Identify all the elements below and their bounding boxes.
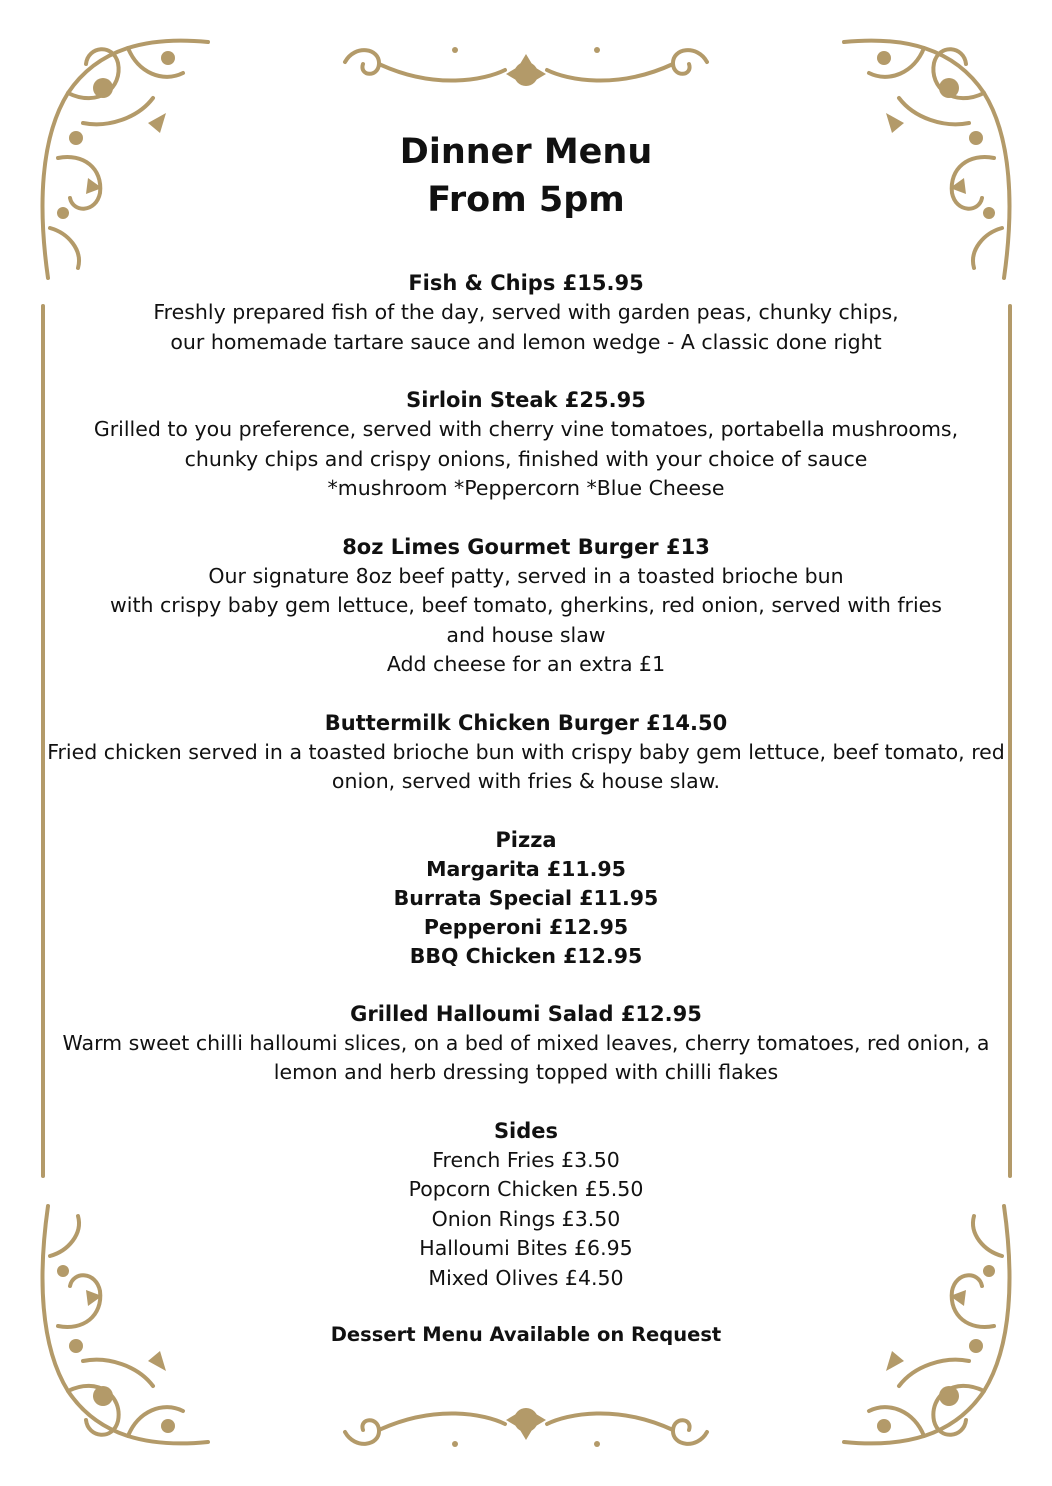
- dessert-note: Dessert Menu Available on Request: [330, 1323, 722, 1346]
- side-item: Onion Rings £3.50: [431, 1206, 621, 1231]
- top-flourish-ornament-icon: [335, 40, 717, 96]
- dish-description-line: *mushroom *Peppercorn *Blue Cheese: [327, 476, 725, 500]
- dish-description-line: Warm sweet chilli halloumi slices, on a bed of mixed leaves, cherry tomatoes, red onion, a: [62, 1030, 990, 1055]
- dish-description-line: lemon and herb dressing topped with chilli flakes: [273, 1060, 779, 1084]
- pizza-item: Burrata Special £11.95: [393, 885, 659, 910]
- dish-title: Sirloin Steak £25.95: [406, 388, 646, 412]
- menu-content: [0, 128, 1052, 1349]
- menu-title: Dinner Menu: [399, 132, 653, 172]
- dish-description-line: Fried chicken served in a toasted brioche bun with crispy baby gem lettuce, beef tomato, red: [47, 739, 1005, 764]
- dish-description-line: Our signature 8oz beef patty, served in a toasted brioche bun: [208, 563, 844, 588]
- dish-sirloin-steak: [0, 385, 1052, 504]
- dish-gourmet-burger: [0, 532, 1052, 680]
- bottom-flourish-ornament-icon: [335, 1398, 717, 1454]
- dish-title: 8oz Limes Gourmet Burger £13: [342, 534, 710, 559]
- side-item: Popcorn Chicken £5.50: [408, 1177, 644, 1201]
- side-item: French Fries £3.50: [432, 1147, 620, 1172]
- pizza-title: Pizza: [495, 827, 557, 852]
- dish-description-line: Add cheese for an extra £1: [386, 652, 666, 676]
- sides-title: Sides: [493, 1118, 559, 1143]
- pizza-section: [0, 825, 1052, 971]
- pizza-item: BBQ Chicken £12.95: [409, 943, 643, 968]
- dish-description-line: with crispy baby gem lettuce, beef tomato, gherkins, red onion, served with fries: [110, 593, 942, 617]
- side-item: Mixed Olives £4.50: [428, 1265, 624, 1290]
- menu-subtitle: From 5pm: [427, 180, 625, 220]
- side-item: Halloumi Bites £6.95: [419, 1236, 633, 1260]
- dish-halloumi-salad: [0, 999, 1052, 1088]
- dish-description-line: Freshly prepared fish of the day, served with garden peas, chunky chips,: [153, 300, 899, 324]
- dish-description-line: our homemade tartare sauce and lemon wedge - A classic done right: [170, 329, 882, 354]
- dish-description-line: chunky chips and crispy onions, finished with your choice of sauce: [184, 446, 868, 471]
- dish-description-line: Grilled to you preference, served with cherry vine tomatoes, portabella mushrooms,: [93, 417, 959, 441]
- dish-description-line: onion, served with fries & house slaw.: [331, 769, 721, 793]
- dish-description-line: and house slaw: [446, 622, 606, 647]
- dish-title: Grilled Halloumi Salad £12.95: [350, 1001, 702, 1026]
- dish-title: Buttermilk Chicken Burger £14.50: [324, 710, 728, 735]
- dish-fish-and-chips: [0, 268, 1052, 357]
- sides-section: [0, 1116, 1052, 1294]
- pizza-item: Margarita £11.95: [426, 856, 626, 881]
- dish-chicken-burger: [0, 708, 1052, 797]
- pizza-item: Pepperoni £12.95: [423, 914, 629, 939]
- dish-title: Fish & Chips £15.95: [408, 271, 644, 295]
